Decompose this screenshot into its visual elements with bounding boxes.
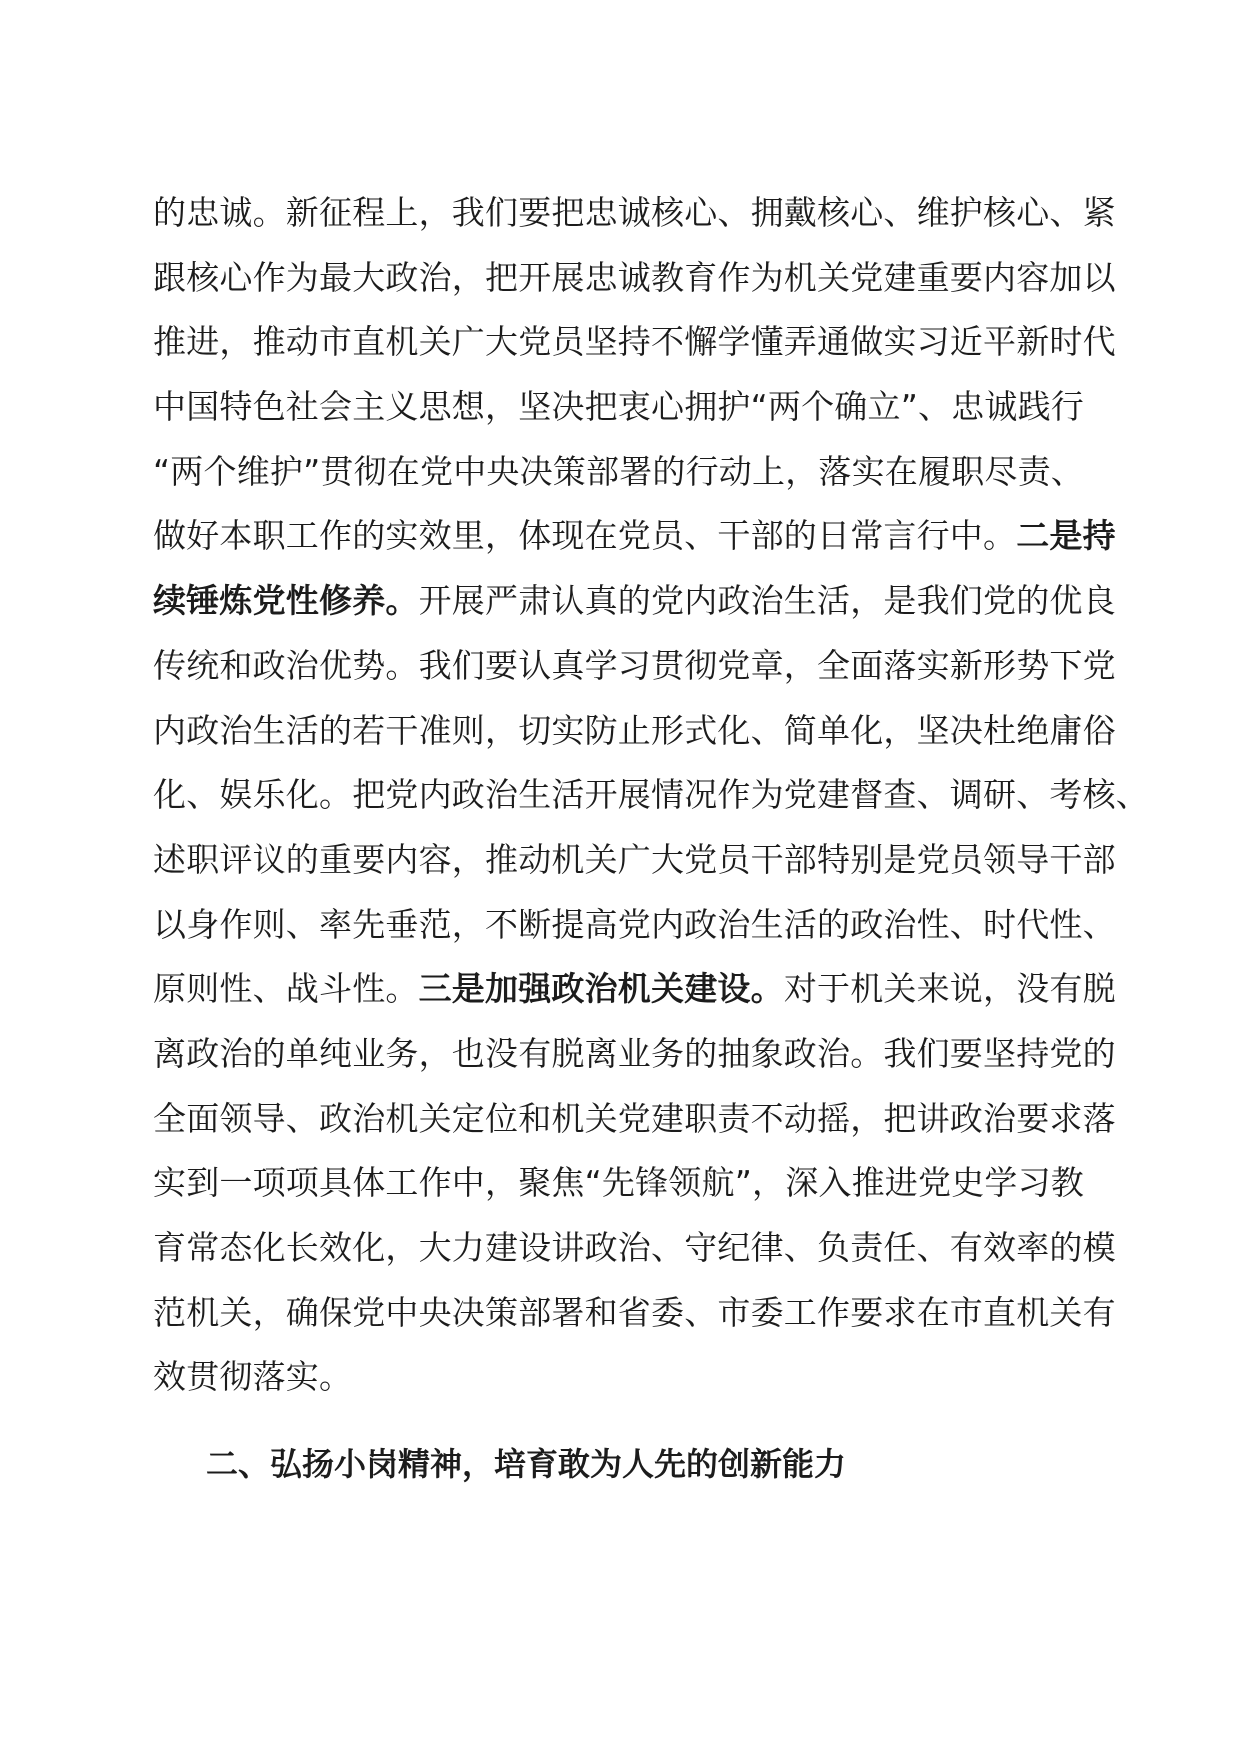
text-line bbox=[153, 763, 1149, 828]
text-line bbox=[153, 375, 1093, 440]
text-run: 中国特色社会主义思想，坚决把衷心拥护“两个确立”、忠诚践行 bbox=[153, 387, 1084, 427]
bold-text-run: 二是持 bbox=[1016, 516, 1116, 556]
text-run: 范机关，确保党中央决策部署和省委、市委工作要求在市直机关有 bbox=[153, 1292, 1116, 1332]
text-line bbox=[153, 1216, 1116, 1281]
text-run: 离政治的单纯业务，也没有脱离业务的抽象政治。我们要坚持党的 bbox=[153, 1033, 1116, 1073]
text-line bbox=[153, 634, 1116, 699]
text-line bbox=[153, 246, 1116, 311]
text-run: 开展严肃认真的党内政治生活，是我们党的优良 bbox=[418, 581, 1116, 621]
text-run: 效贯彻落实。 bbox=[153, 1357, 353, 1397]
text-run: 推进，推动市直机关广大党员坚持不懈学懂弄通做实习近平新时代 bbox=[153, 322, 1116, 362]
text-line bbox=[153, 699, 1116, 764]
text-line bbox=[153, 440, 1093, 505]
text-run: “两个维护”贯彻在党中央决策部署的行动上，落实在履职尽责、 bbox=[153, 451, 1084, 491]
text-run: 实到一项项具体工作中，聚焦“先锋领航”，深入推进党史学习教 bbox=[153, 1163, 1084, 1203]
text-run: 述职评议的重要内容，推动机关广大党员干部特别是党员领导干部 bbox=[153, 839, 1116, 879]
text-line bbox=[153, 1022, 1116, 1087]
section-heading: 二、弘扬小岗精神，培育敢为人先的创新能力 bbox=[206, 1445, 847, 1483]
text-line bbox=[153, 569, 1116, 634]
text-run: 的忠诚。新征程上，我们要把忠诚核心、拥戴核心、维护核心、紧 bbox=[153, 193, 1116, 232]
text-run: 做好本职工作的实效里，体现在党员、干部的日常言行中。 bbox=[153, 516, 1017, 556]
text-run: 传统和政治优势。我们要认真学习贯彻党章，全面落实新形势下党 bbox=[153, 645, 1116, 685]
bold-text-run: 三是加强政治机关建设。 bbox=[418, 969, 784, 1009]
text-line bbox=[153, 893, 1116, 958]
text-run: 全面领导、政治机关定位和机关党建职责不动摇，把讲政治要求落 bbox=[153, 1098, 1116, 1138]
text-line bbox=[153, 957, 1116, 1022]
bold-text-run: 续锤炼党性修养。 bbox=[153, 581, 419, 621]
text-line bbox=[153, 1281, 1116, 1346]
text-line bbox=[153, 181, 1116, 246]
text-line bbox=[153, 1087, 1116, 1152]
text-line bbox=[153, 828, 1116, 893]
body-paragraph bbox=[153, 181, 1149, 1410]
text-line bbox=[153, 504, 1116, 569]
text-run: 跟核心作为最大政治，把开展忠诚教育作为机关党建重要内容加以 bbox=[153, 257, 1116, 297]
text-line bbox=[153, 1345, 1093, 1410]
text-run: 以身作则、率先垂范，不断提高党内政治生活的政治性、时代性、 bbox=[153, 904, 1116, 944]
text-line bbox=[153, 310, 1116, 375]
text-run: 内政治生活的若干准则，切实防止形式化、简单化，坚决杜绝庸俗 bbox=[153, 710, 1116, 750]
text-line bbox=[153, 1151, 1093, 1216]
text-run: 原则性、战斗性。 bbox=[153, 969, 419, 1009]
text-run: 育常态化长效化，大力建设讲政治、守纪律、负责任、有效率的模 bbox=[153, 1228, 1116, 1267]
text-run: 化、娱乐化。把党内政治生活开展情况作为党建督查、调研、考核、 bbox=[153, 775, 1149, 815]
text-run: 对于机关来说，没有脱 bbox=[783, 969, 1116, 1009]
